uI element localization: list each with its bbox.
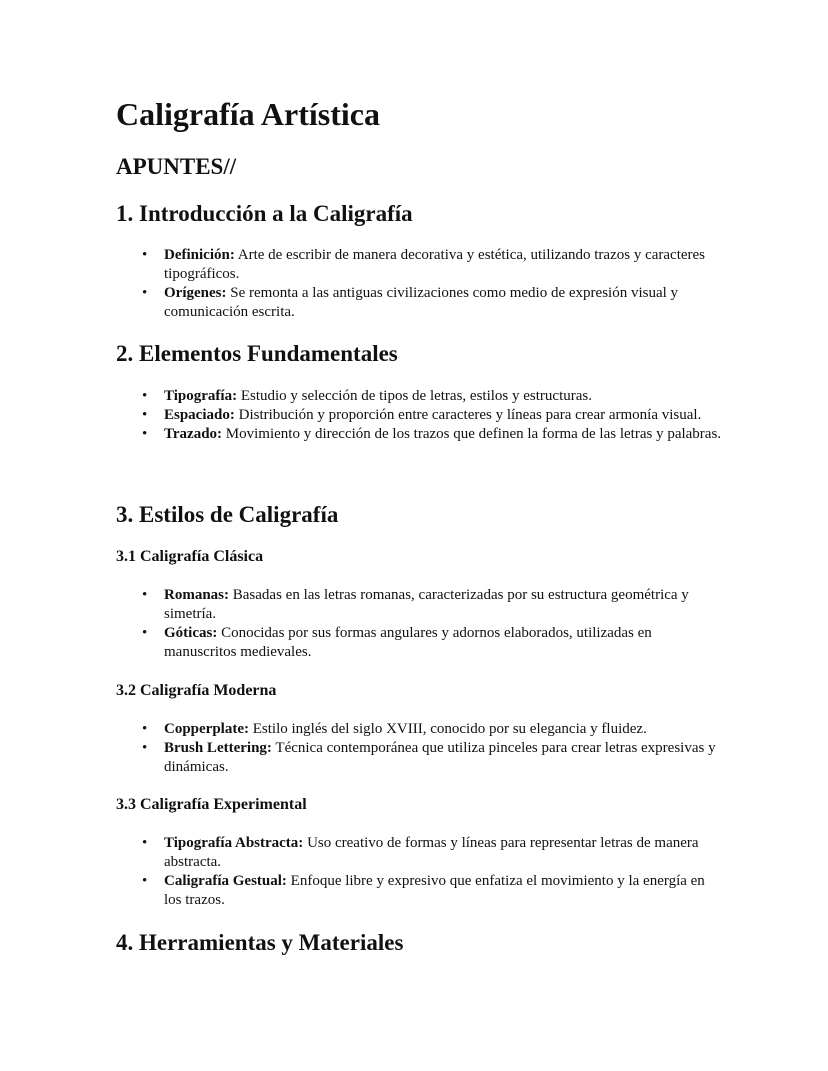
bullet-icon: • <box>142 407 148 423</box>
list-item-term: Trazado: <box>164 426 223 442</box>
list-item <box>142 387 724 406</box>
list-item-text: Estilo inglés del siglo XVIII, conocido por su elegancia y fluidez. <box>249 721 647 737</box>
list-item-text: Distribución y proporción entre caracteres y líneas para crear armonía visual. <box>234 407 702 423</box>
section-heading-elementos: 2. Elementos Fundamentales <box>116 341 398 366</box>
bullet-icon: • <box>142 625 148 641</box>
list-item-text: Basadas en las letras romanas, caracterizadas por su estructura geométrica y simetría. <box>164 587 689 622</box>
list-item-term: Caligrafía Gestual: <box>164 873 287 889</box>
bullet-icon: • <box>142 426 148 442</box>
section-list-introduccion <box>142 246 724 322</box>
list-item-text: Conocidas por sus formas angulares y adornos elaborados, utilizadas en manuscritos medievales. <box>164 625 652 660</box>
list-item-text: Arte de escribir de manera decorativa y estética, utilizando trazos y caracteres tipográficos. <box>164 247 706 282</box>
section-heading-estilos: 3. Estilos de Caligrafía <box>116 502 339 527</box>
section-heading-herramientas: 4. Herramientas y Materiales <box>116 930 404 955</box>
list-item <box>142 624 724 662</box>
list-item-text: Estudio y selección de tipos de letras, estilos y estructuras. <box>237 388 592 404</box>
list-item <box>142 739 724 777</box>
section-list-elementos <box>142 387 724 444</box>
subsection-heading-experimental: 3.3 Caligrafía Experimental <box>116 796 307 813</box>
bullet-icon: • <box>142 873 148 889</box>
bullet-icon: • <box>142 285 148 301</box>
document-subtitle: APUNTES// <box>116 154 237 179</box>
list-item <box>142 834 724 872</box>
bullet-icon: • <box>142 835 148 851</box>
list-item <box>142 425 724 444</box>
list-item-text: Enfoque libre y expresivo que enfatiza el movimiento y la energía en los trazos. <box>164 873 705 908</box>
list-item <box>142 246 724 284</box>
list-item <box>142 284 724 322</box>
list-item-term: Tipografía: <box>164 388 238 404</box>
list-item-term: Copperplate: <box>164 721 249 737</box>
list-item <box>142 872 724 910</box>
subsection-list-clasica <box>142 586 724 662</box>
list-item <box>142 586 724 624</box>
list-item-term: Orígenes: <box>164 285 227 301</box>
list-item-text: Técnica contemporánea que utiliza pinceles para crear letras expresivas y dinámicas. <box>164 740 716 775</box>
section-heading-introduccion: 1. Introducción a la Caligrafía <box>116 201 413 226</box>
subsection-heading-moderna: 3.2 Caligrafía Moderna <box>116 682 277 699</box>
list-item <box>142 406 724 425</box>
subsection-heading-clasica: 3.1 Caligrafía Clásica <box>116 548 264 565</box>
list-item-text: Uso creativo de formas y líneas para representar letras de manera abstracta. <box>164 835 699 870</box>
list-item-text: Se remonta a las antiguas civilizaciones como medio de expresión visual y comunicación escrita. <box>164 285 679 320</box>
document-title: Caligrafía Artística <box>116 96 380 132</box>
bullet-icon: • <box>142 721 148 737</box>
bullet-icon: • <box>142 388 148 404</box>
list-item-term: Definición: <box>164 247 235 263</box>
list-item <box>142 720 724 739</box>
bullet-icon: • <box>142 740 148 756</box>
list-item-term: Espaciado: <box>164 407 235 423</box>
bullet-icon: • <box>142 247 148 263</box>
subsection-list-experimental <box>142 834 724 910</box>
subsection-list-moderna <box>142 720 724 777</box>
list-item-text: Movimiento y dirección de los trazos que definen la forma de las letras y palabras. <box>222 426 722 442</box>
list-item-term: Romanas: <box>164 587 230 603</box>
bullet-icon: • <box>142 587 148 603</box>
list-item-term: Tipografía Abstracta: <box>164 835 304 851</box>
list-item-term: Góticas: <box>164 625 218 641</box>
list-item-term: Brush Lettering: <box>164 740 272 756</box>
